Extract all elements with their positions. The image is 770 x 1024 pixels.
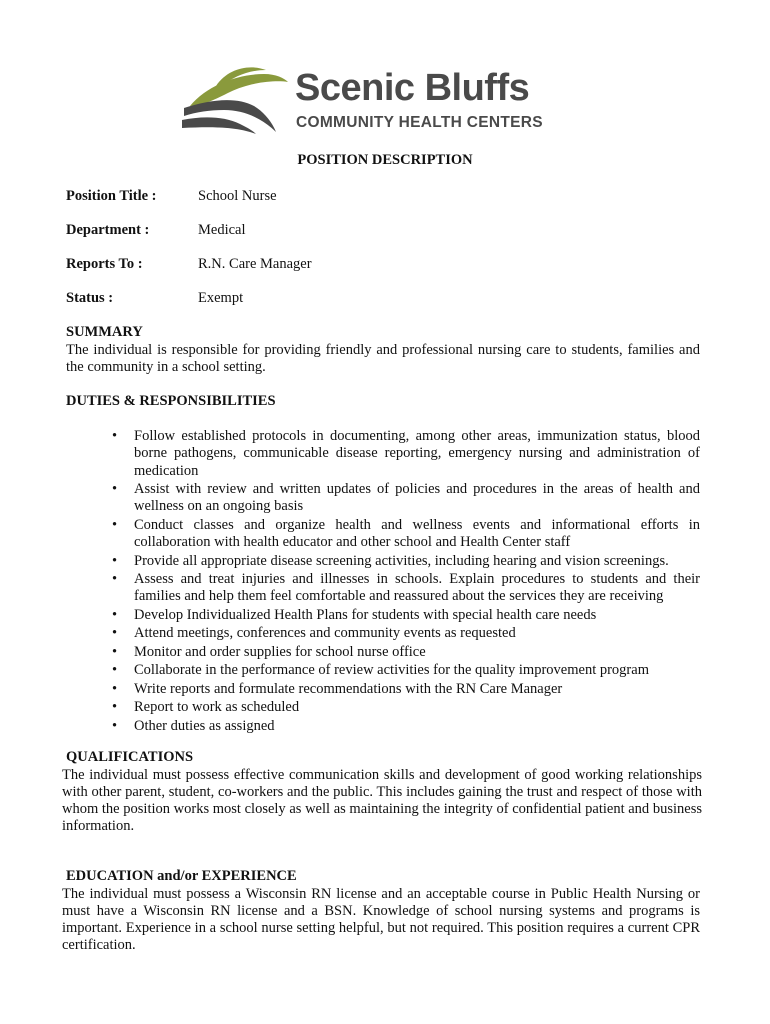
brand-name: Scenic Bluffs [295,67,530,109]
bullet-icon: • [112,552,118,569]
list-item [110,428,700,480]
education-text: The individual must possess a Wisconsin RN license and an acceptable course in Public Health Nursing or must have a Wisconsin RN license and a BSN. Knowledge of school nursing systems and programs is important. Experience in a school nurse setting helpful, but not required. This position requires a current CPR certification. [62,886,700,953]
list-item-text: Follow established protocols in documenting, among other areas, immunization status, blood borne pathogens, communicable disease reporting, emergency nursing and administration of medication [134,428,700,479]
bluffs-emblem-icon [180,66,290,136]
brand-subtitle: COMMUNITY HEALTH CENTERS [296,114,543,131]
bullet-icon: • [112,625,118,642]
field-value: R.N. Care Manager [198,256,312,272]
list-item [110,553,700,570]
field-label: Reports To : [66,256,143,272]
field-value: Exempt [198,290,244,306]
bullet-icon: • [112,516,118,533]
document-title: POSITION DESCRIPTION [297,152,473,168]
list-item-text: Report to work as scheduled [134,699,300,716]
bullet-icon: • [112,481,118,498]
bullet-icon: • [112,680,118,697]
bullet-icon: • [112,428,118,444]
list-item [110,699,700,716]
list-item [110,481,700,516]
list-item [110,607,700,624]
qualifications-text: The individual must possess effective communication skills and development of good working relationships with other parent, student, co-workers and the public. This includes gaining the trust and respect of those with whom the position works most closely as well as maintaining the integrity of confidential patient and business information. [62,767,702,834]
field-label: Department : [66,222,150,238]
list-item-text: Assess and treat injuries and illnesses in schools. Explain procedures to students and their families and help them feel comfortable and reassured about the services they are receiving [134,571,700,605]
list-item-text: Assist with review and written updates of policies and procedures in the areas of health and wellness on an ongoing basis [134,481,700,515]
list-item [110,571,700,606]
summary-heading: SUMMARY [66,324,143,340]
list-item-text: Write reports and formulate recommendations with the RN Care Manager [134,680,563,697]
education-heading: EDUCATION and/or EXPERIENCE [66,868,297,884]
list-item [110,662,700,679]
list-item-text: Monitor and order supplies for school nurse office [134,643,426,660]
bullet-icon: • [112,699,118,716]
field-value: School Nurse [198,188,277,204]
bullet-icon: • [112,662,118,679]
bullet-icon: • [112,717,118,734]
list-item-text: Develop Individualized Health Plans for students with special health care needs [134,606,597,623]
list-item-text: Provide all appropriate disease screening activities, including hearing and vision screenings. [134,552,669,569]
field-value: Medical [198,222,246,238]
bullet-icon: • [112,606,118,623]
field-label: Status : [66,290,114,306]
bullet-icon: • [112,571,118,588]
qualifications-heading: QUALIFICATIONS [66,749,194,765]
list-item-text: Other duties as assigned [134,717,275,734]
list-item [110,517,700,552]
list-item-text: Attend meetings, conferences and community events as requested [134,625,516,642]
duties-heading: DUTIES & RESPONSIBILITIES [66,393,276,409]
list-item [110,718,700,735]
list-item-text: Collaborate in the performance of review activities for the quality improvement program [134,662,649,679]
field-label: Position Title : [66,188,157,204]
list-item [110,625,700,642]
bullet-icon: • [112,643,118,660]
organization-logo [180,62,560,140]
list-item [110,644,700,661]
list-item [110,681,700,698]
summary-text: The individual is responsible for providing friendly and professional nursing care to students, families and the community in a school setting. [66,342,700,375]
duties-list [110,428,700,736]
list-item-text: Conduct classes and organize health and wellness events and informational efforts in collaboration with health educator and other school and Health Center staff [134,516,700,551]
